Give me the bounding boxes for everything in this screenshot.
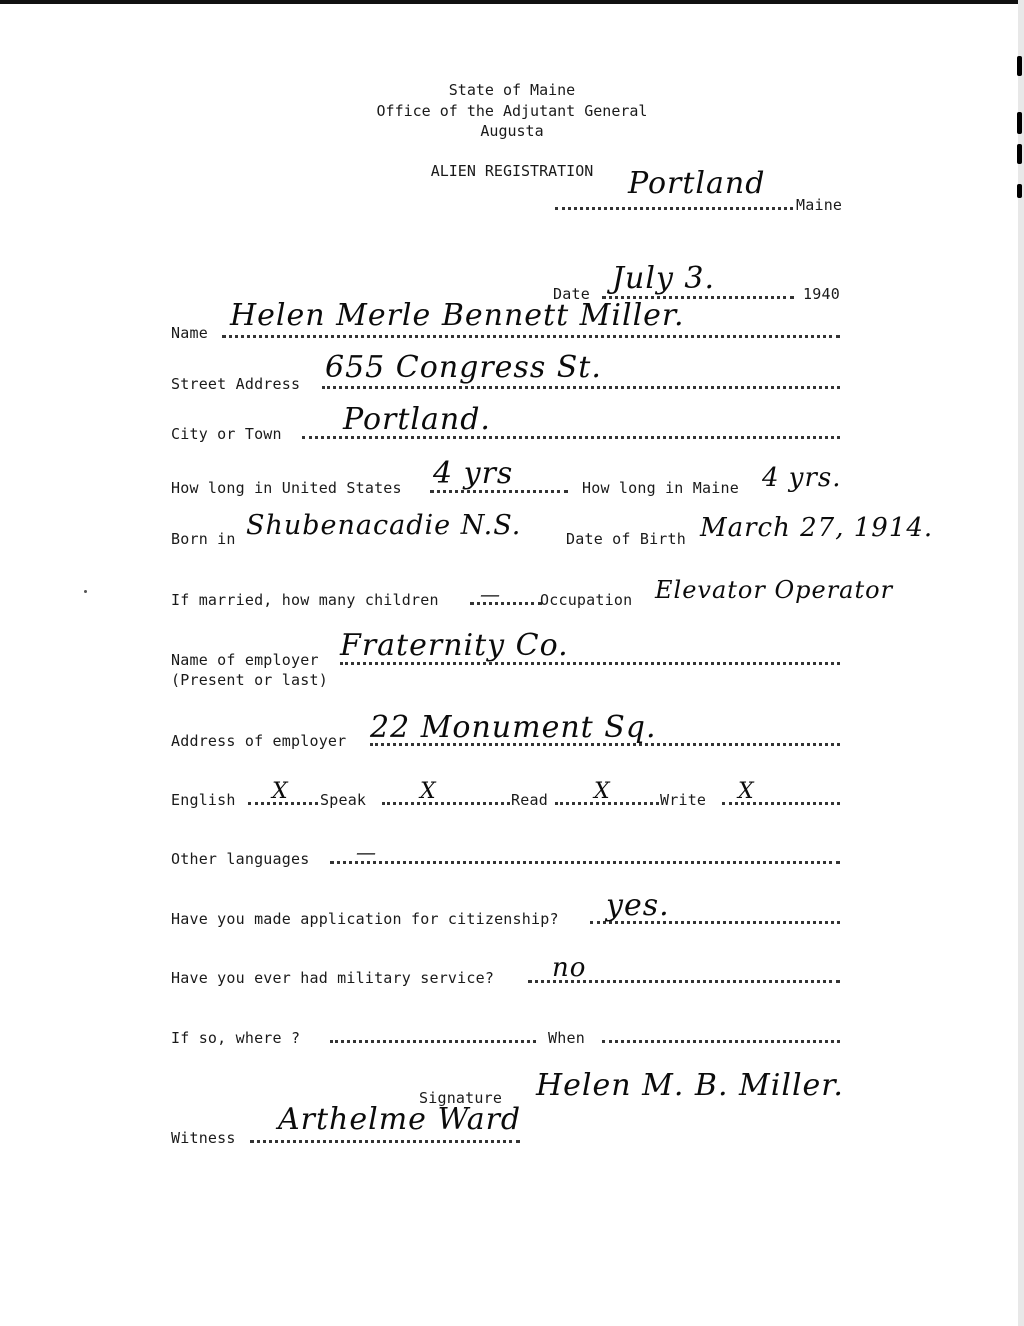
dob-value: March 27, 1914.	[700, 513, 934, 543]
place-line	[555, 205, 793, 210]
write-label: Write	[660, 791, 707, 809]
english-value: X	[272, 779, 289, 804]
name-label: Name	[171, 324, 208, 342]
when-label: When	[548, 1029, 585, 1047]
born-value: Shubenacadie N.S.	[246, 510, 522, 541]
scan-mark	[1017, 184, 1022, 198]
header-state: State of Maine	[448, 81, 576, 99]
name-value: Helen Merle Bennett Miller.	[230, 298, 685, 333]
occupation-label: Occupation	[540, 591, 633, 609]
other-lang-label: Other languages	[171, 850, 310, 868]
city-label: City or Town	[171, 425, 282, 443]
speak-label: Speak	[320, 791, 367, 809]
header-office: Office of the Adjutant General	[376, 102, 648, 120]
city-value: Portland.	[343, 402, 491, 437]
us-value: 4 yrs	[433, 456, 514, 491]
maine-label: How long in Maine	[582, 479, 739, 497]
read-value: X	[594, 779, 611, 804]
witness-value: Arthelme Ward	[278, 1102, 522, 1137]
children-label: If married, how many children	[171, 591, 439, 609]
scan-speck	[84, 590, 87, 593]
employer-value: Fraternity Co.	[340, 628, 569, 663]
us-label: How long in United States	[171, 479, 402, 497]
employer-label: Name of employer	[171, 651, 319, 669]
date-year: 1940	[803, 285, 840, 303]
street-value: 655 Congress St.	[325, 350, 602, 385]
when-line	[602, 1038, 840, 1043]
citizenship-value: yes.	[606, 888, 670, 923]
military-label: Have you ever had military service?	[171, 969, 495, 987]
scan-mark	[1017, 56, 1022, 76]
dob-label: Date of Birth	[566, 530, 686, 548]
other-lang-value: —	[356, 840, 377, 864]
form-title: ALIEN REGISTRATION	[430, 162, 594, 180]
write-value: X	[738, 779, 755, 804]
where-label: If so, where ?	[171, 1029, 301, 1047]
emp-address-value: 22 Monument Sq.	[370, 710, 657, 745]
date-label: Date	[553, 285, 590, 303]
where-line	[330, 1038, 536, 1043]
citizenship-label: Have you made application for citizenship?	[171, 910, 559, 928]
date-value: July 3.	[612, 261, 716, 296]
scan-top-edge	[0, 0, 1024, 4]
scan-right-edge	[1018, 0, 1024, 1326]
maine-value: 4 yrs.	[762, 463, 842, 493]
occupation-value: Elevator Operator	[655, 576, 894, 604]
signature-label: Signature	[419, 1089, 503, 1107]
emp-address-label: Address of employer	[171, 732, 347, 750]
name-line	[222, 333, 840, 338]
header-city: Augusta	[480, 122, 544, 140]
signature-value: Helen M. B. Miller.	[536, 1068, 844, 1103]
speak-value: X	[420, 779, 437, 804]
place-value: Portland	[628, 166, 766, 201]
english-label: English	[171, 791, 236, 809]
military-value: no	[552, 953, 587, 983]
witness-line	[250, 1138, 520, 1143]
read-label: Read	[511, 791, 548, 809]
speak-line	[382, 800, 510, 805]
children-value: —	[480, 582, 501, 606]
witness-label: Witness	[171, 1129, 236, 1147]
employer-sub: (Present or last)	[171, 671, 328, 689]
street-label: Street Address	[171, 375, 301, 393]
other-lang-line	[330, 859, 840, 864]
place-suffix: Maine	[796, 196, 843, 214]
born-label: Born in	[171, 530, 236, 548]
